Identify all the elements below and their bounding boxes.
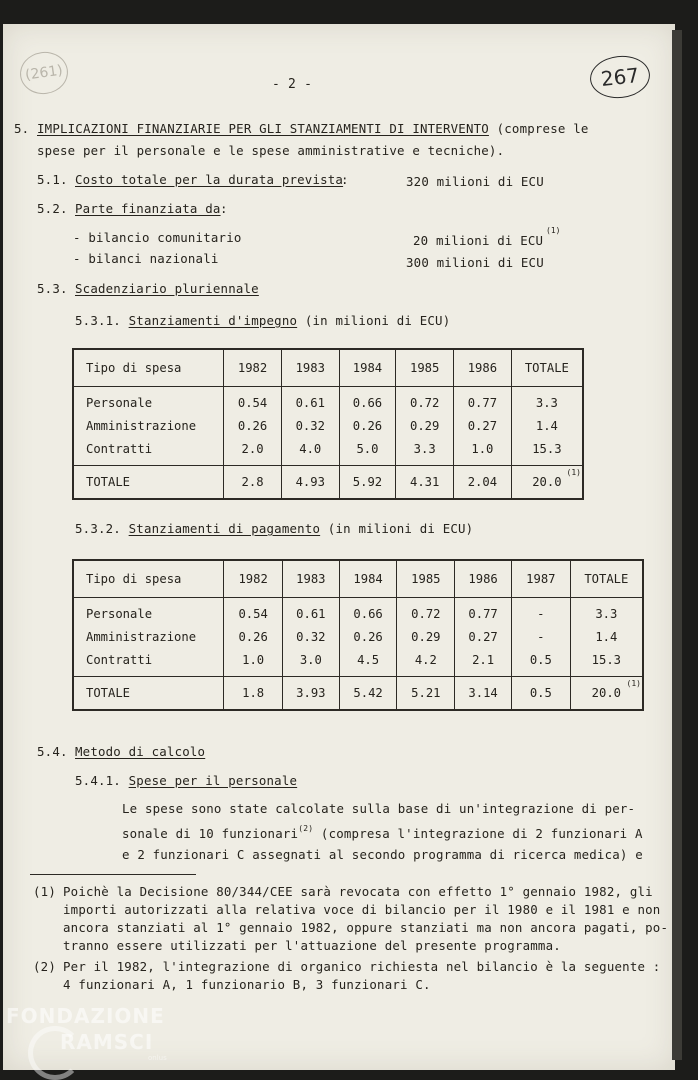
footnote-1-line: importi autorizzati alla relativa voce di bilancio per il 1980 e il 1981 e non — [63, 902, 661, 917]
s532-heading — [75, 521, 473, 536]
commitment-table — [72, 348, 584, 500]
payment-table — [72, 559, 644, 711]
table-body-row — [73, 598, 643, 677]
paragraph-line-2b: (compresa l'integrazione di 2 funzionari A — [313, 826, 643, 841]
s52-line1-label: - bilancio comunitario — [73, 230, 242, 245]
s52-line1-footnote-ref: (1) — [546, 226, 561, 235]
paragraph-footnote-ref: (2) — [298, 824, 314, 833]
table-cell: 0.32 — [296, 629, 326, 644]
s51-number: 5.1. — [37, 172, 68, 187]
table-cell: 0.27 — [467, 418, 498, 433]
s53-label: Scadenziario pluriennale — [75, 281, 259, 296]
s541-number: 5.4.1. — [75, 773, 121, 788]
table-cell: 1.0 — [471, 441, 494, 456]
table-header-row — [73, 349, 583, 387]
table-cell: 0.61 — [295, 395, 325, 410]
s52-line2-label: - bilanci nazionali — [73, 251, 219, 266]
table-cell: 0.26 — [238, 629, 268, 644]
archive-watermark-onlus: onlus — [148, 1054, 167, 1062]
table-cell: 3.3 — [595, 606, 618, 621]
table-cell: 15.3 — [591, 652, 622, 667]
s532-rest: (in milioni di ECU) — [320, 521, 474, 536]
s52-line1-value: 20 milioni di ECU — [413, 233, 544, 248]
s51-label: Costo totale per la durata prevista — [75, 172, 344, 187]
section-5-heading-line2: spese per il personale e le spese amministrative e tecniche). — [37, 143, 505, 158]
s52-colon: : — [220, 201, 228, 216]
row-label: Amministrazione — [86, 418, 197, 433]
table-cell: 4.0 — [299, 441, 322, 456]
footnote-2-line: Per il 1982, l'integrazione di organico richiesta nel bilancio è la seguente : — [63, 959, 661, 974]
header-cell: Tipo di spesa — [86, 360, 182, 375]
table-cell: 0.26 — [237, 418, 268, 433]
s531-label: Stanziamenti d'impegno — [128, 313, 298, 328]
s52-number: 5.2. — [37, 201, 68, 216]
table-cell: 0.27 — [468, 629, 498, 644]
header-cell: 1984 — [352, 360, 383, 375]
table-cell: 1.4 — [595, 629, 618, 644]
table-cell: 0.5 — [529, 652, 552, 667]
table-cell: 0.72 — [410, 395, 440, 410]
total-cell: 5.92 — [352, 474, 383, 489]
header-cell: 1987 — [526, 571, 556, 586]
footnote-1-marker: (1) — [33, 884, 56, 899]
section-5-heading — [14, 121, 589, 136]
table-cell: 1.4 — [535, 418, 558, 433]
row-label: Contratti — [86, 441, 153, 456]
paragraph-line-2a: sonale di 10 funzionari — [122, 826, 299, 841]
header-cell: 1986 — [468, 571, 498, 586]
paragraph-line-2 — [122, 824, 643, 841]
s532-number: 5.3.2. — [75, 521, 121, 536]
total-cell: 4.31 — [410, 474, 440, 489]
table-cell: - — [537, 606, 545, 621]
header-cell: 1985 — [410, 360, 440, 375]
table-cell: 0.77 — [467, 395, 498, 410]
s531-heading — [75, 313, 450, 328]
paragraph-line-3: e 2 funzionari C assegnati al secondo programma di ricerca medica) e — [122, 847, 643, 862]
table-cell: 0.66 — [353, 606, 383, 621]
table-cell: - — [537, 629, 545, 644]
s531-rest: (in milioni di ECU) — [297, 313, 451, 328]
total-cell: 5.21 — [411, 685, 441, 700]
header-cell: 1986 — [467, 360, 498, 375]
total-cell: 3.93 — [296, 685, 326, 700]
archive-watermark-title: FONDAZIONE — [6, 1004, 165, 1028]
table-total-row — [73, 466, 583, 500]
footnote-2-marker: (2) — [33, 959, 56, 974]
footnote-1-line: ancora stanziati al 1° gennaio 1982, oppure stanziati ma non ancora pagati, po- — [63, 920, 669, 935]
total-footnote-ref: (1) — [566, 468, 581, 477]
s541-label: Spese per il personale — [128, 773, 298, 788]
row-label: Amministrazione — [86, 629, 197, 644]
header-cell: 1984 — [353, 571, 383, 586]
total-label: TOTALE — [86, 685, 131, 700]
header-cell: 1982 — [238, 571, 268, 586]
table-cell: 0.61 — [296, 606, 326, 621]
footnote-2-line: 4 funzionari A, 1 funzionario B, 3 funzionari C. — [63, 977, 431, 992]
table-cell: 0.29 — [410, 418, 440, 433]
table-cell: 4.2 — [414, 652, 437, 667]
section-number: 5. — [14, 121, 30, 136]
header-cell: TOTALE — [524, 360, 569, 375]
table-cell: 0.26 — [353, 629, 383, 644]
total-cell: 2.04 — [467, 474, 498, 489]
table-cell: 0.77 — [468, 606, 498, 621]
s51-colon: : — [341, 172, 349, 187]
total-cell: 2.8 — [241, 474, 264, 489]
total-cell: 20.0 — [591, 685, 622, 700]
table-cell: 0.54 — [238, 606, 268, 621]
row-label: Personale — [86, 606, 153, 621]
table-cell: 3.3 — [413, 441, 436, 456]
s52-label: Parte finanziata da — [75, 201, 221, 216]
total-label: TOTALE — [86, 474, 131, 489]
total-cell: 20.0 — [532, 474, 562, 489]
table-header-row — [73, 560, 643, 598]
table-cell: 4.5 — [357, 652, 380, 667]
table-cell: 0.72 — [411, 606, 441, 621]
table-body-row — [73, 387, 583, 466]
section-title-rest: (comprese le — [488, 121, 589, 136]
s53-number: 5.3. — [37, 281, 68, 296]
footnote-1-line: tranno essere utilizzati per l'attuazione del presente programma. — [63, 938, 561, 953]
s54-label: Metodo di calcolo — [75, 744, 206, 759]
total-cell: 4.93 — [295, 474, 325, 489]
header-cell: Tipo di spesa — [86, 571, 182, 586]
s51-value: 320 milioni di ECU — [406, 174, 544, 189]
table-cell: 0.66 — [352, 395, 383, 410]
header-cell: 1983 — [296, 571, 326, 586]
table-cell: 2.1 — [472, 652, 495, 667]
table-cell: 3.0 — [299, 652, 322, 667]
total-footnote-ref: (1) — [626, 679, 641, 688]
archive-watermark-subtitle: RAMSCI — [60, 1030, 154, 1054]
header-cell: TOTALE — [584, 571, 629, 586]
header-cell: 1983 — [295, 360, 325, 375]
total-cell: 0.5 — [529, 685, 552, 700]
paragraph-line-1: Le spese sono state calcolate sulla base di un'integrazione di per- — [122, 801, 636, 816]
row-label: Personale — [86, 395, 153, 410]
table-cell: 0.32 — [295, 418, 325, 433]
total-cell: 5.42 — [353, 685, 383, 700]
section-title: IMPLICAZIONI FINANZIARIE PER GLI STANZIAMENTI DI INTERVENTO — [37, 121, 489, 136]
table-cell: 1.0 — [242, 652, 265, 667]
table-cell: 0.29 — [411, 629, 441, 644]
s532-label: Stanziamenti di pagamento — [128, 521, 321, 536]
table-cell: 0.54 — [237, 395, 268, 410]
table-cell: 2.0 — [241, 441, 264, 456]
s52-line2-value: 300 milioni di ECU — [406, 255, 544, 270]
handwritten-page-number: 267 — [588, 53, 652, 101]
header-cell: 1985 — [411, 571, 441, 586]
table-cell: 5.0 — [356, 441, 379, 456]
s541-heading — [75, 773, 297, 788]
header-cell: 1982 — [237, 360, 268, 375]
footnote-separator — [30, 874, 196, 875]
row-label: Contratti — [86, 652, 153, 667]
table-cell: 15.3 — [532, 441, 562, 456]
page-edge — [672, 30, 682, 1060]
footnote-1-line: Poichè la Decisione 80/344/CEE sarà revocata con effetto 1° gennaio 1982, gli — [63, 884, 653, 899]
total-cell: 1.8 — [242, 685, 265, 700]
s531-number: 5.3.1. — [75, 313, 121, 328]
faint-page-stamp: (261) — [17, 49, 70, 97]
page-number: - 2 - — [272, 77, 313, 92]
table-total-row — [73, 677, 643, 711]
total-cell: 3.14 — [468, 685, 498, 700]
table-cell: 3.3 — [535, 395, 558, 410]
table-cell: 0.26 — [352, 418, 383, 433]
s54-number: 5.4. — [37, 744, 68, 759]
